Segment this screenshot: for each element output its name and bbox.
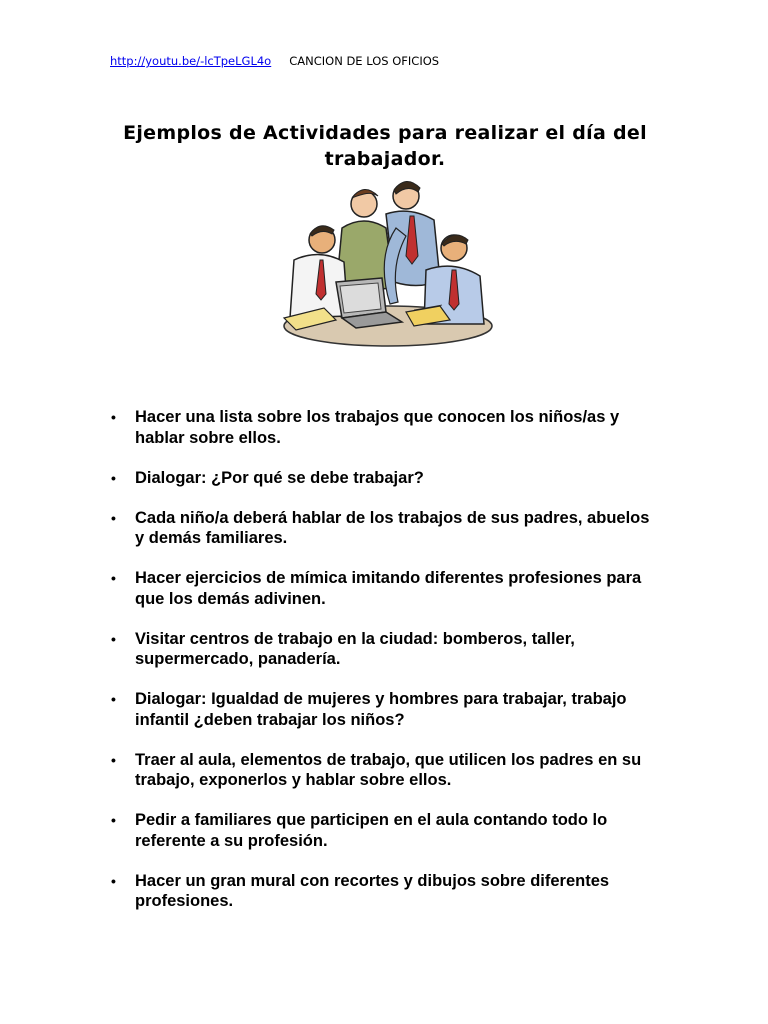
header-line xyxy=(110,54,439,68)
office-workers-clipart-icon xyxy=(276,178,494,350)
list-item-text: Hacer una lista sobre los trabajos que conocen los niños/as y hablar sobre ellos. xyxy=(135,408,620,447)
bullet-icon: • xyxy=(111,570,116,586)
list-item xyxy=(0,468,655,489)
bullet-icon: • xyxy=(111,812,116,828)
song-title: CANCION DE LOS OFICIOS xyxy=(289,54,440,68)
list-item-text: Hacer un gran mural con recortes y dibujos sobre diferentes profesiones. xyxy=(135,871,610,910)
list-item xyxy=(0,810,655,851)
list-item xyxy=(0,750,655,791)
list-item xyxy=(0,871,655,912)
list-item-text: Dialogar: ¿Por qué se debe trabajar? xyxy=(135,468,424,487)
bullet-icon: • xyxy=(111,409,116,425)
list-item-text: Cada niño/a deberá hablar de los trabajos de sus padres, abuelos y demás familiares. xyxy=(135,508,650,547)
list-item-text: Hacer ejercicios de mímica imitando diferentes profesiones para que los demás adivinen. xyxy=(135,569,642,608)
bullet-icon: • xyxy=(111,509,116,526)
list-item xyxy=(0,568,655,609)
bullet-icon: • xyxy=(111,691,116,707)
list-item xyxy=(0,629,655,670)
bullet-icon: • xyxy=(111,751,116,768)
list-item-text: Pedir a familiares que participen en el aula contando todo lo referente a su profesión. xyxy=(135,811,608,850)
office-workers-illustration xyxy=(276,178,494,350)
list-item xyxy=(0,407,655,448)
activities-list xyxy=(0,407,655,931)
list-item-text: Visitar centros de trabajo en la ciudad: bomberos, taller, supermercado, panadería. xyxy=(135,629,575,668)
list-item xyxy=(0,508,655,549)
bullet-icon: • xyxy=(111,872,116,889)
bullet-icon: • xyxy=(111,469,116,486)
list-item-text: Dialogar: Igualdad de mujeres y hombres para trabajar, trabajo infantil ¿deben trabajar los niños? xyxy=(135,690,627,729)
list-item xyxy=(0,689,655,730)
video-link[interactable]: http://youtu.be/-lcTpeLGL4o xyxy=(110,54,272,68)
bullet-icon: • xyxy=(111,630,116,647)
page-title: Ejemplos de Actividades para realizar el día del trabajador. xyxy=(123,122,647,170)
list-item-text: Traer al aula, elementos de trabajo, que utilicen los padres en su trabajo, exponerlos y hablar sobre ellos. xyxy=(135,750,642,789)
